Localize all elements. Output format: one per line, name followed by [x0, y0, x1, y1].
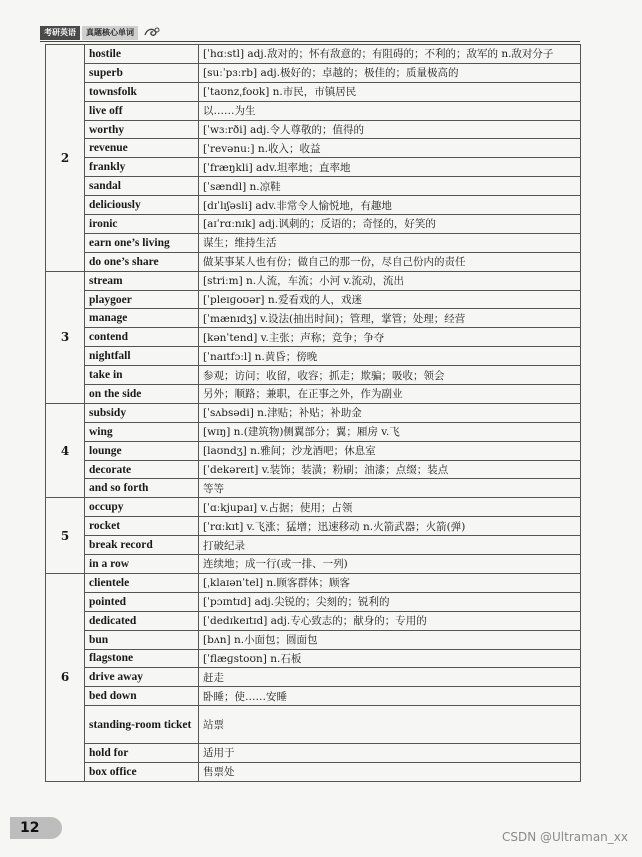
page-header — [40, 25, 161, 41]
table-row — [46, 403, 581, 422]
vocab-definition: [aɪˈrɑːnɪk] adj.讽刺的；反语的；奇怪的，好笑的 — [199, 215, 581, 234]
table-row — [46, 460, 581, 479]
vocab-word: superb — [85, 63, 199, 82]
vocab-word: clientele — [85, 573, 199, 592]
vocab-word: dedicated — [85, 611, 199, 630]
vocab-definition: [laʊndʒ] n.雅间；沙龙酒吧；休息室 — [199, 441, 581, 460]
vocab-definition: [ˈrɑːkɪt] v.飞涨；猛增；迅速移动 n.火箭武器；火箭(弹) — [199, 517, 581, 536]
table-row — [46, 687, 581, 706]
vocab-word: sandal — [85, 177, 199, 196]
vocab-word: contend — [85, 328, 199, 347]
vocab-word: ironic — [85, 215, 199, 234]
table-row — [46, 385, 581, 404]
vocab-definition: [ˌklaɪənˈtel] n.顾客群体；顾客 — [199, 573, 581, 592]
vocab-definition: 连续地；成一行(或一排、一列) — [199, 555, 581, 574]
vocab-word: worthy — [85, 120, 199, 139]
table-row — [46, 592, 581, 611]
wave-logo-icon — [143, 26, 161, 40]
table-row — [46, 63, 581, 82]
vocab-definition: [ˈpleɪɡoʊər] n.爱看戏的人，戏迷 — [199, 290, 581, 309]
vocab-definition: [wɪŋ] n.(建筑物)侧翼部分；翼；厢房 v.飞 — [199, 422, 581, 441]
table-row — [46, 573, 581, 592]
table-row — [46, 271, 581, 290]
vocab-definition: [ˈpɔɪntɪd] adj.尖锐的；尖刻的；锐利的 — [199, 592, 581, 611]
vocab-definition: [kənˈtend] v.主张；声称；竞争；争夺 — [199, 328, 581, 347]
vocab-definition: 卧睡；使……安睡 — [199, 687, 581, 706]
vocab-definition: [ˈnaɪtfɔːl] n.黄昏；傍晚 — [199, 347, 581, 366]
vocab-word: drive away — [85, 668, 199, 687]
vocab-word: take in — [85, 366, 199, 385]
vocab-definition: 参观；访问；收留，收容；抓走；欺骗；吸收；领会 — [199, 366, 581, 385]
table-row — [46, 101, 581, 120]
vocab-word: break record — [85, 536, 199, 555]
vocab-word: in a row — [85, 555, 199, 574]
vocab-definition: [striːm] n.人流，车流；小河 v.流动，流出 — [199, 271, 581, 290]
vocab-definition: [ˈwɜːrði] adj.令人尊敬的；值得的 — [199, 120, 581, 139]
unit-number: 2 — [46, 45, 85, 272]
vocab-word: box office — [85, 762, 199, 781]
table-row — [46, 668, 581, 687]
vocab-word: earn one’s living — [85, 233, 199, 252]
table-row — [46, 233, 581, 252]
vocab-definition: 做某事某人也有份；做自己的那一份，尽自己份内的责任 — [199, 252, 581, 271]
table-row — [46, 290, 581, 309]
unit-number: 6 — [46, 573, 85, 781]
vocab-definition: [suːˈpɜːrb] adj.极好的；卓越的；极佳的；质量极高的 — [199, 63, 581, 82]
vocab-word: bed down — [85, 687, 199, 706]
vocab-definition: [ˈtaʊnzˌfoʊk] n.市民，市镇居民 — [199, 82, 581, 101]
table-row — [46, 743, 581, 762]
table-row — [46, 366, 581, 385]
table-row — [46, 82, 581, 101]
vocab-word: nightfall — [85, 347, 199, 366]
table-row — [46, 252, 581, 271]
table-row — [46, 177, 581, 196]
vocab-word: pointed — [85, 592, 199, 611]
table-row — [46, 139, 581, 158]
vocab-word: revenue — [85, 139, 199, 158]
vocab-definition: 适用于 — [199, 743, 581, 762]
vocab-definition: [ˈfræŋkli] adv.坦率地；直率地 — [199, 158, 581, 177]
table-row — [46, 762, 581, 781]
table-row — [46, 517, 581, 536]
vocab-definition: [ˈsʌbsədi] n.津贴；补贴；补助金 — [199, 403, 581, 422]
table-row — [46, 328, 581, 347]
vocab-definition: [dɪˈlɪʃəsli] adv.非常令人愉悦地，有趣地 — [199, 196, 581, 215]
vocab-word: occupy — [85, 498, 199, 517]
vocabulary-table — [45, 44, 581, 782]
vocab-definition: 售票处 — [199, 762, 581, 781]
vocab-word: standing-room ticket — [85, 706, 199, 744]
vocab-word: live off — [85, 101, 199, 120]
table-row — [46, 630, 581, 649]
vocab-definition: 以……为生 — [199, 101, 581, 120]
table-row — [46, 706, 581, 744]
vocab-definition: [ˈɑːkjupaɪ] v.占据；使用；占领 — [199, 498, 581, 517]
vocab-word: bun — [85, 630, 199, 649]
unit-number: 4 — [46, 403, 85, 497]
vocab-definition: [ˈhɑːstl] adj.敌对的；怀有敌意的；有阻碍的；不利的；敌军的 n.敌对分子 — [199, 45, 581, 64]
vocab-word: deliciously — [85, 196, 199, 215]
vocab-word: hold for — [85, 743, 199, 762]
table-row — [46, 555, 581, 574]
vocab-definition: 赶走 — [199, 668, 581, 687]
table-row — [46, 347, 581, 366]
table-row — [46, 309, 581, 328]
table-row — [46, 196, 581, 215]
vocab-word: subsidy — [85, 403, 199, 422]
vocab-definition: [ˈrevənuː] n.收入；收益 — [199, 139, 581, 158]
vocab-word: rocket — [85, 517, 199, 536]
table-row — [46, 479, 581, 498]
table-row — [46, 215, 581, 234]
vocab-definition: 另外；顺路；兼职，在正事之外，作为副业 — [199, 385, 581, 404]
vocab-word: lounge — [85, 441, 199, 460]
vocab-word: on the side — [85, 385, 199, 404]
table-row — [46, 45, 581, 64]
vocab-word: hostile — [85, 45, 199, 64]
page-number: 12 — [10, 817, 62, 839]
header-tag-title: 真题核心单词 — [82, 26, 138, 40]
vocab-word: do one’s share — [85, 252, 199, 271]
vocab-definition: [ˈflæɡstoʊn] n.石板 — [199, 649, 581, 668]
vocab-definition: 站票 — [199, 706, 581, 744]
vocab-word: decorate — [85, 460, 199, 479]
vocab-word: playgoer — [85, 290, 199, 309]
vocab-word: frankly — [85, 158, 199, 177]
vocab-word: stream — [85, 271, 199, 290]
table-row — [46, 422, 581, 441]
table-row — [46, 158, 581, 177]
vocab-definition: [ˈdedɪkeɪtɪd] adj.专心致志的；献身的；专用的 — [199, 611, 581, 630]
vocab-definition: 打破纪录 — [199, 536, 581, 555]
unit-number: 5 — [46, 498, 85, 574]
vocab-definition: 谋生；维持生活 — [199, 233, 581, 252]
unit-number: 3 — [46, 271, 85, 403]
table-row — [46, 649, 581, 668]
vocab-definition: [ˈsændl] n.凉鞋 — [199, 177, 581, 196]
vocab-word: and so forth — [85, 479, 199, 498]
vocab-definition: [ˈdekəreɪt] v.装饰；装潢；粉刷；油漆；点缀；装点 — [199, 460, 581, 479]
table-row — [46, 611, 581, 630]
table-row — [46, 536, 581, 555]
vocab-word: manage — [85, 309, 199, 328]
table-row — [46, 120, 581, 139]
vocab-word: flagstone — [85, 649, 199, 668]
vocab-word: wing — [85, 422, 199, 441]
vocab-word: townsfolk — [85, 82, 199, 101]
header-rule — [40, 41, 580, 42]
vocab-definition: [bʌn] n.小面包；圆面包 — [199, 630, 581, 649]
vocab-definition: [ˈmænɪdʒ] v.设法(抽出时间)；管理，掌管；处理；经营 — [199, 309, 581, 328]
watermark: CSDN @Ultraman_xx — [502, 830, 628, 844]
header-tag-exam: 考研英语 — [40, 26, 80, 40]
table-row — [46, 498, 581, 517]
table-row — [46, 441, 581, 460]
vocab-definition: 等等 — [199, 479, 581, 498]
